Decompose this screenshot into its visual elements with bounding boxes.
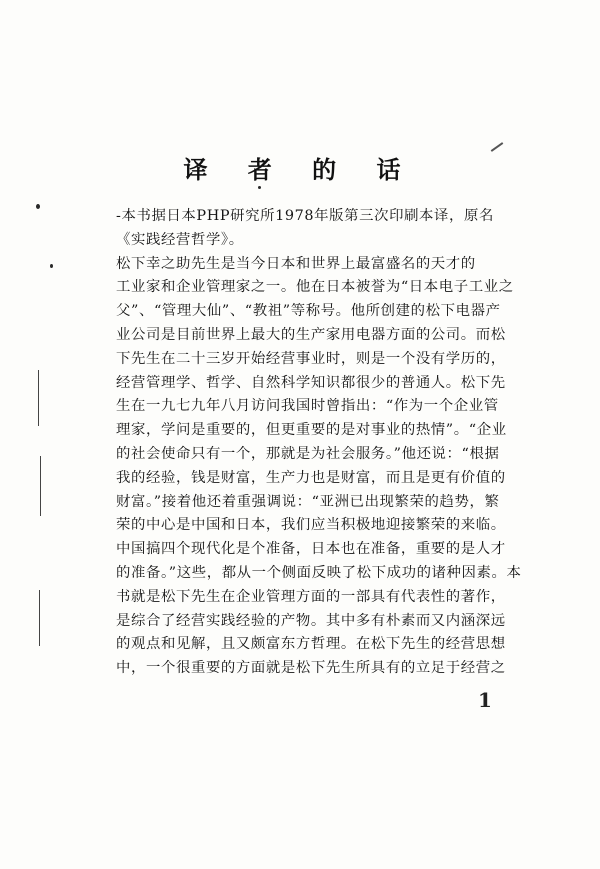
text-line: 荣的中心是中国和日本，我们应当积极地迎接繁荣的来临。 — [116, 517, 506, 534]
text-line: 经营管理学、哲学、自然科学知识都很少的普通人。松下先 — [116, 374, 506, 391]
page-number: 1 — [478, 688, 492, 712]
text-line: 的准备。”这些，都从一个侧面反映了松下成功的诸种因素。本 — [116, 564, 522, 581]
page-title: 译 者 的 话 — [183, 155, 417, 184]
body-text — [116, 205, 536, 681]
text-line: 工业家和企业管理家之一。他在日本被誉为“日本电子工业之 — [116, 279, 514, 296]
scan-speck — [36, 204, 40, 209]
text-line: 书就是松下先生在企业管理方面的一部具有代表性的著作， — [116, 588, 506, 605]
scan-speck — [258, 186, 261, 189]
text-line: 《实践经营哲学》。 — [116, 231, 244, 248]
text-line: 的观点和见解，且又颇富东方哲理。在松下先生的经营思想 — [116, 636, 506, 653]
scan-speck — [50, 264, 53, 268]
text-line: 我的经验，钱是财富，生产力也是财富，而且是更有价值的 — [116, 469, 506, 486]
text-line: 的社会使命只有一个，那就是为社会服务。”他还说：“根据 — [116, 445, 500, 462]
scan-margin-line — [39, 590, 40, 646]
scan-margin-line — [38, 370, 39, 426]
text-line: 是综合了经营实践经验的产物。其中多有朴素而又内涵深远 — [116, 612, 506, 629]
text-line: 中国搞四个现代化是个准备，日本也在准备，重要的是人才 — [116, 541, 506, 558]
text-line: 松下幸之助先生是当今日本和世界上最富盛名的天才的 — [116, 255, 476, 272]
text-line: 父”、“管理大仙”、“教祖”等称号。他所创建的松下电器产 — [116, 303, 501, 320]
text-line: 业公司是目前世界上最大的生产家用电器方面的公司。而松 — [116, 326, 506, 343]
scan-margin-line — [40, 456, 41, 516]
text-line: 下先生在二十三岁开始经营事业时，则是一个没有学历的， — [116, 350, 506, 367]
text-line: 财富。”接着他还着重强调说：“亚洲已出现繁荣的趋势，繁 — [116, 493, 500, 510]
text-line: 中，一个很重要的方面就是松下先生所具有的立足于经营之 — [116, 660, 506, 677]
text-line: 理家，学问是重要的，但更重要的是对事业的热情”。“企业 — [116, 422, 507, 439]
text-line: 生在一九七九年八月访问我国时曾指出：“作为一个企业管 — [116, 398, 499, 415]
text-line: -本书据日本PHP研究所1978年版第三次印刷本译，原名 — [116, 208, 495, 224]
